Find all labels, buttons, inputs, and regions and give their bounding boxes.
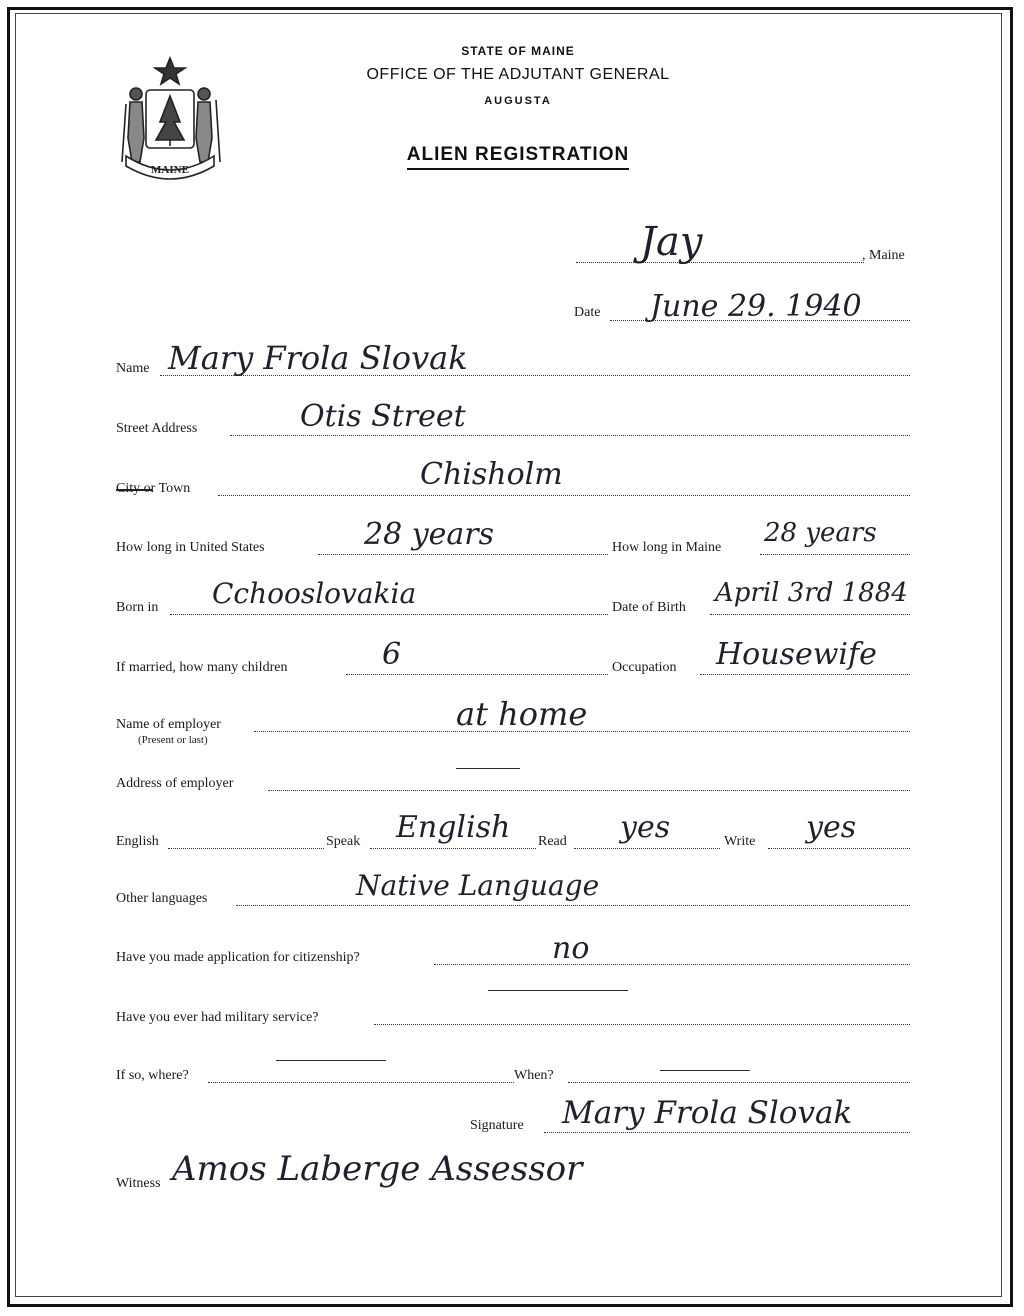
town-line [576,262,864,263]
english-line [168,848,324,849]
name-label: Name [116,361,150,376]
date-label: Date [574,305,601,320]
city-struck-label [116,481,155,496]
city-struck-text: City or [116,481,156,496]
occupation-value: Housewife [716,637,877,672]
employer-name-note: (Present or last) [138,734,208,746]
write-label: Write [724,834,756,849]
city-town-label [116,481,190,497]
witness-label: Witness [116,1176,161,1191]
header-state: STATE OF MAINE [461,44,575,58]
children-value: 6 [382,637,402,672]
other-languages-value: Native Language [356,869,600,902]
occupation-line [700,674,910,675]
where-dash [276,1060,386,1061]
citizenship-value: no [552,931,590,966]
street-address-line [230,435,910,436]
street-address-value: Otis Street [300,399,466,434]
read-value: yes [620,810,671,845]
city-strikethrough [116,489,152,491]
citizenship-line [434,964,910,965]
when-dash [660,1070,750,1071]
city-town-line [218,495,910,496]
where-label: If so, where? [116,1068,189,1083]
employer-address-line [268,790,910,791]
header-office: OFFICE OF THE ADJUTANT GENERAL [366,66,670,83]
when-label: When? [514,1068,554,1083]
date-of-birth-label: Date of Birth [612,600,686,615]
how-long-us-value: 28 years [364,517,495,552]
how-long-maine-line [760,554,910,555]
english-label: English [116,834,159,849]
date-of-birth-value: April 3rd 1884 [715,578,908,608]
where-line [208,1082,514,1083]
header-city: AUGUSTA [484,95,552,107]
town-label: Town [155,481,191,496]
write-line [768,848,910,849]
date-value: June 29. 1940 [650,289,862,324]
name-value: Mary Frola Slovak [168,339,468,377]
how-long-maine-label: How long in Maine [612,540,722,555]
write-value: yes [806,810,857,845]
occupation-label: Occupation [612,660,677,675]
speak-value: English [396,810,511,845]
when-line [568,1082,910,1083]
street-address-label: Street Address [116,421,198,436]
city-town-value: Chisholm [420,457,563,492]
speak-line [370,848,536,849]
citizenship-label: Have you made application for citizenship? [116,950,360,965]
how-long-us-line [318,554,608,555]
signature-label: Signature [470,1118,524,1133]
maine-label: , Maine [862,248,905,263]
signature-line [544,1132,910,1133]
witness-value: Amos Laberge Assessor [172,1149,583,1189]
employer-address-label: Address of employer [116,776,234,791]
children-label: If married, how many children [116,660,288,675]
speak-label: Speak [326,834,361,849]
employer-address-dash [456,768,520,769]
military-label: Have you ever had military service? [116,1010,319,1025]
how-long-maine-value: 28 years [764,518,877,548]
read-line [574,848,720,849]
born-in-line [170,614,608,615]
form-title [6,144,1024,166]
signature-value: Mary Frola Slovak [562,1095,853,1131]
employer-name-value: at home [456,695,588,733]
date-of-birth-line [710,614,910,615]
seal-banner-text: MAINE [151,164,189,176]
children-line [346,674,608,675]
other-languages-label: Other languages [116,891,208,906]
born-in-label: Born in [116,600,159,615]
other-languages-line [236,905,910,906]
how-long-us-label: How long in United States [116,540,265,555]
born-in-value: Cchooslovakia [212,577,417,610]
read-label: Read [538,834,567,849]
town-value: Jay [640,219,703,265]
form-title-text: ALIEN REGISTRATION [407,144,629,170]
employer-name-label: Name of employer [116,717,221,732]
citizenship-dash [488,990,628,991]
military-line [374,1024,910,1025]
